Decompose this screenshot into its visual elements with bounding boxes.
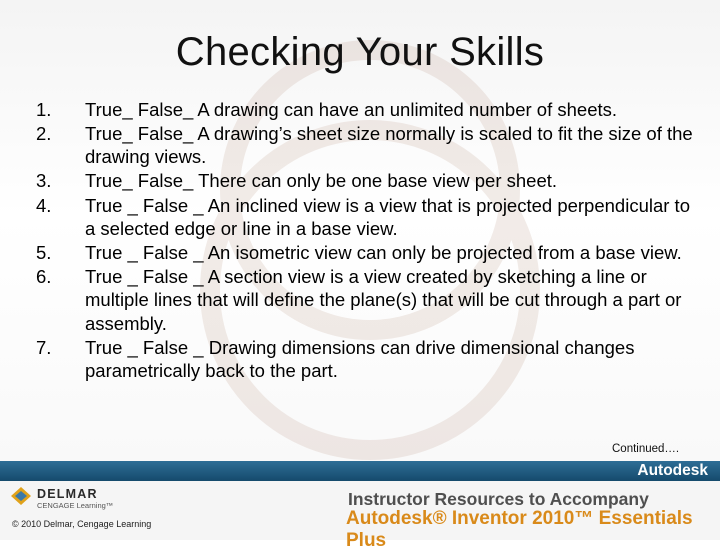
item-number: 6. [36,266,52,288]
delmar-logo-text: DELMAR [37,487,98,501]
slide-title: Checking Your Skills [175,30,545,74]
list-item [36,194,696,241]
item-number: 4. [36,194,52,216]
item-text: True_ False_ There can only be one base view per sheet. [85,170,558,192]
list-item [36,336,696,383]
item-number: 7. [36,336,52,358]
item-text: True_ False_ A drawing can have an unlimited number of sheets. [85,99,618,120]
item-number: 5. [36,241,52,263]
delmar-logo-icon [10,486,32,506]
instructor-resources-text: Instructor Resources to Accompany [348,489,649,509]
item-text: True _ False _ An isometric view can only be projected from a base view. [85,241,682,263]
item-number: 2. [36,123,52,145]
list-item [36,98,696,121]
book-title-text: Autodesk® Inventor 2010™ Essentials Plus [346,508,693,551]
list-item [36,265,696,335]
item-text: True _ False _ An inclined view is a view that is projected perpendicular to a selected edge or line in a base view. [85,194,690,239]
item-number: 3. [36,170,52,192]
item-text: True _ False _ A section view is a view created by sketching a line or multiple lines that will define the plane(s) that will be cut through a part or assembly. [85,266,682,334]
list-item [36,122,696,169]
item-text: True _ False _ Drawing dimensions can drive dimensional changes parametrically back to the part. [85,336,635,382]
item-text: True_ False_ A drawing’s sheet size normally is scaled to fit the size of the drawing views. [85,123,693,168]
autodesk-brand: Autodesk [637,462,708,479]
list-item [36,169,696,192]
footer-bar [0,461,720,481]
copyright-text: © 2010 Delmar, Cengage Learning [12,519,152,529]
list-item [36,241,696,264]
question-list [36,98,696,383]
item-number: 1. [36,99,52,120]
cengage-logo-text: CENGAGE Learning™ [37,501,114,510]
continued-label: Continued…. [612,443,680,455]
